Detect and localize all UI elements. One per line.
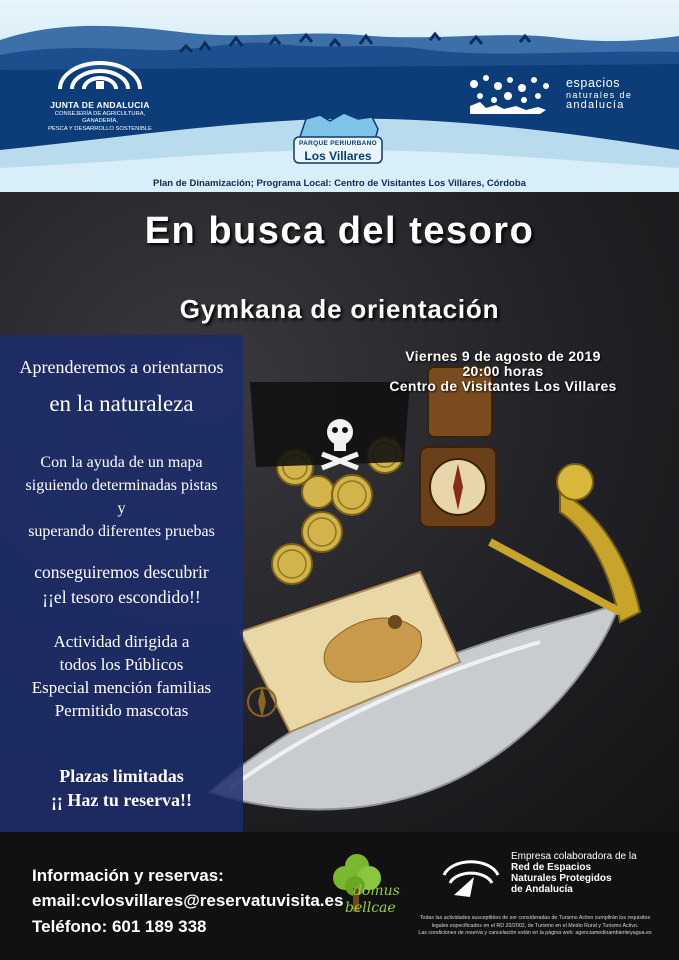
panel-line-13: Plazas limitadas [59, 766, 184, 786]
panel-line-10: todos los Públicos [59, 655, 184, 674]
legal-line-2: legales especificados en el RD 20/2002, de Turismo en el Medio Rural y Turismo Activo. [431, 922, 639, 929]
main-subtitle: Gymkana de orientación [179, 294, 500, 324]
empresa-line-4: de Andalucía [511, 884, 573, 895]
enp-line-1: espacios [566, 76, 621, 90]
contact-phone[interactable]: Teléfono: 601 189 338 [32, 917, 207, 936]
panel-line-11: Especial mención familias [31, 678, 212, 697]
description-panel [0, 335, 243, 832]
panel-line-14: ¡¡ Haz tu reserva!! [50, 790, 193, 810]
domus-logo-text-2: bellcae [345, 900, 396, 916]
panel-line-12: Permitido mascotas [54, 701, 189, 720]
panel-line-1: Aprenderemos a orientarnos [19, 357, 224, 377]
panel-line-2: en la naturaleza [49, 391, 194, 416]
empresa-line-1: Empresa colaboradora de la [511, 851, 637, 862]
panel-line-3: Con la ayuda de un mapa [40, 454, 203, 471]
panel-line-7: conseguiremos descubrir [34, 562, 209, 582]
panel-line-9: Actividad dirigida a [53, 632, 190, 651]
enp-logo-text [566, 76, 632, 111]
panel-line-5: y [117, 500, 126, 517]
junta-de-andalucia-logo [40, 55, 160, 133]
event-time: 20:00 horas [462, 363, 544, 379]
legal-line-1: Todas las actividades susceptibles de ser consideradas de Turismo Activo cumplirán los requisitos [419, 915, 651, 921]
park-type: PARQUE PERIURBANO [299, 140, 377, 147]
event-place: Centro de Visitantes Los Villares [389, 378, 617, 394]
event-date: Viernes 9 de agosto de 2019 [405, 348, 601, 364]
enp-line-2: naturales de [566, 90, 633, 100]
panel-line-8: ¡¡el tesoro escondido!! [42, 587, 201, 607]
empresa-line-2: Red de Espacios [511, 862, 592, 873]
legal-line-3: Las condiciones de reserva y cancelación están en la página web: agenciamedioambienteyagua.es [418, 930, 652, 936]
red-espacios-naturales-icon [440, 853, 502, 907]
panel-line-6: superando diferentes pruebas [28, 523, 215, 540]
header-banner [0, 0, 679, 192]
panel-block-reserve [0, 764, 243, 812]
info-title: Información y reservas: [32, 866, 224, 885]
panel-block-discover [0, 560, 243, 610]
empresa-colaboradora [511, 851, 637, 895]
junta-department-2: PESCA Y DESARROLLO SOSTENIBLE [48, 126, 152, 132]
park-name: Los Villares [304, 149, 372, 163]
junta-department-1: CONSEJERÍA DE AGRICULTURA, GANADERÍA, [54, 111, 146, 124]
enp-line-3: andalucía [566, 99, 625, 111]
contact-email[interactable]: email:cvlosvillares@reservatuvisita.es [32, 891, 344, 910]
junta-arcs-icon [54, 55, 146, 93]
main-content [0, 192, 679, 832]
panel-block-map [0, 451, 243, 543]
plan-dinamizacion-text: Plan de Dinamización; Programa Local: Centro de Visitantes Los Villares, Córdoba [153, 178, 526, 189]
main-title: En busca del tesoro [144, 210, 535, 252]
panel-block-audience [0, 630, 243, 722]
domus-logo-text-1: domus [353, 883, 400, 899]
panel-line-4: siguiendo determinadas pistas [25, 477, 218, 494]
junta-name: JUNTA DE ANDALUCIA [50, 100, 150, 110]
legal-notice [405, 915, 665, 938]
empresa-line-3: Naturales Protegidos [511, 873, 612, 884]
event-details [348, 349, 658, 394]
